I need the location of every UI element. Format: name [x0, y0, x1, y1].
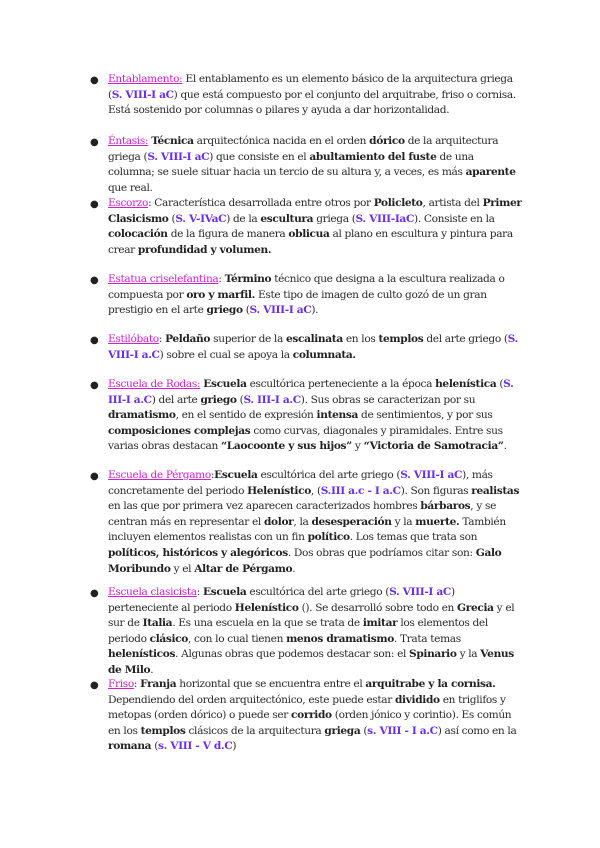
bold-text: corrido — [291, 709, 332, 722]
bold-text: escultura — [260, 212, 314, 225]
definition-text: ) — [232, 740, 237, 753]
period-text: S. VIII-I aC — [389, 586, 451, 598]
definition-text: escultórica del arte griego ( — [257, 469, 401, 481]
definition-text: , artista del — [422, 197, 483, 209]
bullet-icon: ● — [90, 137, 99, 148]
bold-text: oro y marfil. — [186, 288, 255, 301]
glossary-term: Friso — [108, 678, 134, 690]
bold-text: Policleto — [373, 197, 423, 209]
definition-text: y el sur de — [108, 601, 515, 630]
bold-text: Spinario — [409, 648, 457, 661]
definition-text: Dependiendo del orden arquitectónico, este puede estar — [108, 693, 395, 706]
definition-text: . Trata temas — [393, 632, 461, 645]
period-text: s. VIII - I a.C — [367, 724, 438, 737]
bold-text: Peldaño — [165, 333, 211, 345]
period-text: S. VIII-I aC — [111, 88, 174, 101]
glossary-entry-escorzo — [90, 196, 522, 258]
bold-text: griego — [206, 304, 243, 317]
glossary-entry-entablamento — [90, 72, 522, 119]
definition-text: . Los temas que trata son — [349, 531, 478, 544]
bold-text: dolor — [264, 515, 294, 528]
bold-text: Helenístico — [234, 601, 299, 614]
bold-text: clásico — [149, 632, 189, 645]
bold-text: aparente — [465, 166, 516, 179]
definition-text: ). — [311, 304, 319, 317]
period-text: S. VIII-I aC — [249, 304, 312, 317]
bold-text: romana — [108, 740, 152, 753]
bold-text: políticos, históricos y alegóricos — [108, 546, 288, 559]
definition-text: de la figura de manera — [167, 228, 289, 241]
definition-text: arquitectónica nacida en el orden — [193, 135, 370, 147]
bold-text: imitar — [362, 617, 398, 630]
bullet-icon: ● — [90, 335, 99, 346]
glossary-entry-entasis — [90, 134, 522, 196]
definition-text: : — [196, 586, 204, 598]
bold-text: “Victoria de Samotracia” — [363, 440, 504, 453]
definition-text: ). Son figuras — [400, 484, 472, 497]
bold-text: griega — [324, 724, 361, 737]
definition-text: de una columna; se suele situar hacia un tercio de su altura y, a veces, es más — [108, 150, 474, 179]
definition-text: . Dos obras que podríamos citar son: — [287, 546, 476, 559]
definition-text: en las que por primera vez aparecen caracterizados hombres — [108, 500, 421, 513]
definition-text: . Es una escuela en la que se trata de — [172, 617, 363, 630]
definition-text: en los — [342, 333, 379, 345]
definition-text: que real. — [108, 181, 153, 194]
bullet-icon: ● — [90, 680, 99, 691]
bullet-icon: ● — [90, 471, 99, 482]
bold-text: realistas — [471, 484, 520, 497]
definition-text: de la arquitectura griega ( — [108, 135, 499, 163]
definition-text: . — [150, 663, 154, 676]
definition-text: : — [210, 469, 215, 481]
glossary-term: Estatua criselefantina — [108, 273, 219, 285]
definition-text: ( — [236, 393, 244, 406]
definition-text: del arte griego ( — [423, 333, 508, 345]
bold-text: intensa — [316, 409, 358, 422]
glossary-term: Escuela de Pérgamo — [108, 469, 211, 481]
glossary-term: Escuela clasicista — [108, 586, 197, 598]
definition-text: en triglifos y metopas (orden dórico) o puede ser — [108, 693, 506, 722]
bullet-icon: ● — [90, 588, 99, 599]
definition-text: horizontal que se encuentra entre el — [176, 678, 366, 690]
definition-text: , en el sentido de expresión — [175, 409, 317, 422]
bold-text: templos — [378, 333, 424, 345]
bold-text: Helenístico — [247, 484, 311, 497]
definition-text: ) así como en la — [437, 724, 517, 737]
period-text: S. VIII-IaC — [355, 212, 415, 225]
definition-text: : Característica desarrollada entre otros por — [148, 197, 374, 209]
definition-text: escultórica del arte griego ( — [246, 586, 390, 598]
definition-text: y — [351, 440, 364, 453]
period-text: S. VIII-I aC — [400, 469, 463, 481]
definition-text: , y se centran más en representar el — [108, 500, 496, 528]
glossary-term: Éntasis: — [108, 135, 149, 147]
bold-text: arquitrabe y la cornisa. — [365, 678, 496, 690]
definition-text: ) sobre el cual se apoya la — [159, 348, 293, 361]
definition-text: ( — [242, 304, 250, 317]
period-text: S. V-IVaC — [175, 212, 227, 225]
definition-text: de sentimientos, y por sus — [358, 409, 493, 422]
definition-text: ( — [168, 212, 176, 225]
definition-text: escultórica perteneciente a la época — [246, 378, 436, 390]
period-text: S. VIII-I aC — [147, 150, 210, 163]
bold-text: menos dramatismo — [286, 632, 394, 645]
bold-text: oblicua — [288, 228, 330, 241]
glossary-entry-estatua-criselefantina — [90, 272, 522, 319]
bullet-icon: ● — [90, 199, 99, 210]
definition-text: superior de la — [210, 333, 286, 345]
bold-text: Término — [224, 273, 272, 285]
glossary-entry-estilobato — [90, 332, 522, 363]
glossary-entry-escuela-clasicista — [90, 585, 522, 679]
bold-text: abultamiento del fuste — [309, 150, 437, 163]
definition-text: ( — [360, 724, 368, 737]
period-text: S.III a.c - I a.C — [320, 484, 401, 497]
definition-text: Este tipo de imagen de culto gozó de un gran prestigio en el arte — [108, 288, 487, 317]
bold-text: helenística — [435, 378, 497, 390]
bold-text: columnata. — [292, 348, 356, 361]
bold-text: Galo Moribundo — [108, 546, 502, 575]
definition-text: El entablamento es un elemento básico de la arquitectura griega ( — [108, 73, 513, 101]
definition-text: : — [133, 678, 141, 690]
definition-text: griega ( — [313, 212, 356, 225]
definition-text: (orden jónico y corintio). Es común en los — [108, 709, 512, 737]
bold-text: Técnica — [151, 135, 194, 147]
bold-text: Primer Clasicismo — [108, 197, 522, 225]
definition-text: (). Se desarrolló sobre todo en — [298, 601, 458, 614]
definition-text: . — [292, 562, 296, 575]
period-text: s. VIII - V d.C — [158, 740, 233, 753]
bold-text: bárbaros — [420, 500, 471, 513]
bold-text: Franja — [140, 678, 177, 690]
definition-text: técnico que designa a la escultura realizada o compuesta por — [108, 273, 505, 301]
definition-text: ) perteneciente al periodo — [108, 586, 455, 614]
definition-text: clásicos de la arquitectura — [185, 724, 325, 737]
bold-text: colocación — [108, 228, 168, 241]
glossary-term: Entablamento: — [108, 73, 183, 85]
bold-text: Escuela — [203, 586, 247, 598]
period-text: S. VIII-I a.C — [108, 333, 518, 361]
bold-text: “Laocoonte y sus hijos” — [221, 440, 352, 453]
definition-text: ) de la — [226, 212, 261, 225]
definition-text: ( — [496, 378, 504, 390]
bold-text: Grecia — [457, 601, 494, 614]
period-text: S. III-I a.C — [108, 378, 514, 406]
definition-text: : — [218, 273, 225, 285]
definition-text: : — [158, 333, 166, 345]
definition-text: ). Sus obras se caracterizan por su — [300, 393, 476, 406]
definition-text: , con lo cual tienen — [188, 632, 287, 645]
bold-text: dividido — [395, 693, 440, 706]
definition-text: ) del arte — [151, 393, 201, 406]
bold-text: composiciones complejas — [108, 424, 251, 437]
bold-text: muerte. — [415, 515, 460, 528]
definition-text: . Algunas obras que podemos destacar son: el — [175, 648, 410, 661]
period-text: S. III-I a.C — [243, 393, 301, 406]
definition-text: al plano en escultura y pintura para crear — [108, 228, 513, 256]
definition-text: ). Consiste en la — [414, 212, 495, 225]
bold-text: helenísticos — [108, 648, 176, 661]
definition-text: ( — [151, 740, 158, 753]
definition-text: ) que está compuesto por el conjunto del arquitrabe, friso o cornisa. Está sostenido por columnas o pilares y ayuda a dar horizontalidad. — [108, 88, 516, 117]
definition-text: , la — [293, 515, 312, 528]
definition-text: , ( — [310, 484, 321, 497]
bold-text: templos — [140, 724, 186, 737]
glossary-term: Estilóbato — [108, 333, 159, 345]
bold-text: Italia — [142, 617, 173, 630]
glossary-entry-escuela-de-pergamo — [90, 468, 522, 577]
bold-text: político — [307, 531, 350, 544]
bold-text: dramatismo — [108, 409, 176, 422]
bullet-icon: ● — [90, 275, 99, 286]
definition-text: y el — [170, 562, 195, 575]
bold-text: profundidad y volumen. — [137, 243, 272, 256]
definition-text: . — [503, 440, 507, 453]
definition-text: ) que consiste en el — [209, 150, 310, 163]
bold-text: escalinata — [285, 333, 343, 345]
bullet-icon: ● — [90, 75, 99, 86]
glossary-term: Escuela de Rodas: — [108, 378, 201, 390]
definition-text: y la — [456, 648, 481, 661]
bold-text: Escuela — [203, 378, 247, 390]
bold-text: Escuela — [214, 469, 258, 481]
bold-text: Venus de Milo — [108, 648, 514, 676]
glossary-entry-friso — [90, 677, 522, 755]
definition-text: como curvas, diagonales y piramidales. Entre sus varias obras destacan — [108, 424, 503, 453]
glossary-entry-escuela-de-rodas — [90, 377, 522, 455]
bold-text: griego — [200, 393, 237, 406]
glossary-term: Escorzo — [108, 197, 149, 209]
definition-text: También incluyen elementos realistas con un fin — [108, 515, 506, 544]
bold-text: Altar de Pérgamo — [194, 562, 293, 575]
definition-text: y la — [391, 515, 416, 528]
definition-text: los elementos del periodo — [108, 617, 488, 645]
bold-text: dórico — [369, 135, 405, 147]
definition-text: ), más concretamente del periodo — [108, 469, 493, 497]
bullet-icon: ● — [90, 380, 99, 391]
bold-text: desesperación — [311, 515, 392, 528]
